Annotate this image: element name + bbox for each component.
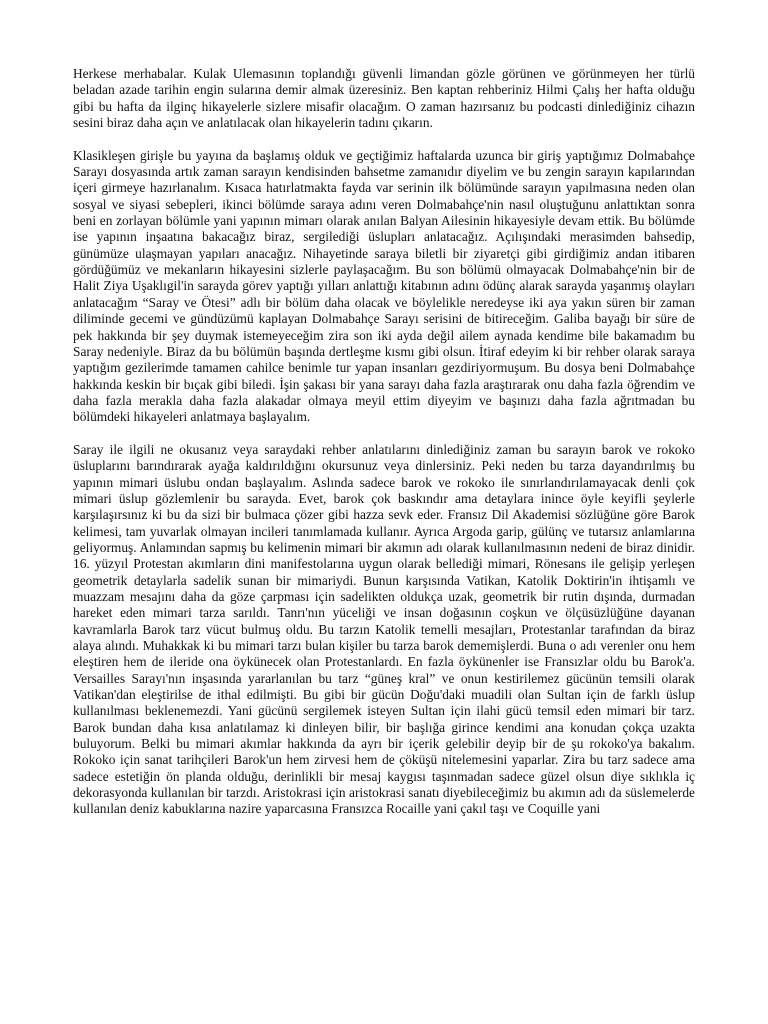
paragraph-baroque-rococo: Saray ile ilgili ne okusanız veya saraydaki rehber anlatılarını dinlediğiniz zaman bu sarayın barok ve rokoko üsluplarını barındırarak ayağa kaldırıldığını okursunuz veya dinlersiniz. Peki neden bu tarza dayandırılmış bu yapının mimari üslubu ondan başlayalım. Aslında sadece barok ve rokoko ile sınırlandırılamayacak denli çok mimari üslup gözlemlenir bu sarayda. Evet, barok çok baskındır ama detaylara inince öyle keyifli şeylerle karşılaşırsınız ki bu da sizi bir bulmaca çözer gibi hazza sevk eder. Fransız Dil Akademisi sözlüğüne göre Barok kelimesi, tam yuvarlak olmayan incileri tanımlamada kullanır. Ayrıca Argoda garip, gülünç ve tutarsız anlamlarına geliyormuş. Anlamından sapmış bu kelimenin mimari bir akımın adı olarak kullanılmasının nedeni de biraz dinidir. 16. yüzyıl Protestan akımların dini manifestolarına uygun olarak bellediği mimari, Rönesans ile gelişip yerleşen geometrik detaylarla sadelik sunan bir mimariydi. Bunun karşısında Vatikan, Katolik Doktirin'in ihtişamlı ve muazzam mesajını daha da göze çarpması için sadelikten oldukça uzak, geometrik bir rutin dışında, durmadan hareket eden mimari tarza sarıldı. Tanrı'nın yüceliği ve insan doğasının coşkun ve ölçüsüzlüğüne dayanan kavramlarla Barok tarz vücut bulmuş oldu. Bu tarzın Katolik temelli mesajları, Protestanlar tarafından da biraz alaya alındı. Muhakkak ki bu mimari tarzı bulan kişiler bu tarza barok dememişlerdi. Buna o adı verenler onu hem eleştiren hem de ileride ona öykünecek olan Protestanlardı. En fazla öykünenler ise Fransızlar oldu bu Barok'a. Versailles Sarayı'nın inşasında yararlanılan bu tarz “güneş kral” ve onun kestirilemez gücünün temsili olarak Vatikan'dan eleştirilse de ithal edilmişti. Bu gibi bir gücün Doğu'daki muadili olan Sultan için de farklı üslup kullanılması beklenemezdi. Yani gücünü sergilemek isteyen Sultan için ilahi gücü temsil eden mimari bir tarz. Barok bundan daha kısa anlatılamaz ki dinleyen bilir, bir başlığa girince kendimi ana konudan çokça uzakta buluyorum. Belki bu mimari akımlar hakkında da ayrı bir içerik gelebilir deyip bir de şu rokoko'ya bakalım. Rokoko için sanat tarihçileri Barok'un hem zirvesi hem de çöküşü nitelemesini yaparlar. Zira bu tarz sadece ama sadece estetiğin ön planda olduğu, derinlikli bir mesaj kaygısı taşınmadan sadece güzel olsun diye sıklıkla iç dekorasyonda kullanılan bir tarzdı. Aristokrasi için aristokrasi sanatı diyebileceğimiz bu akımın adı da süslemelerde kullanılan deniz kabuklarına nazire yaparcasına Fransızca Rocaille yani çakıl taşı ve Coquille yani bbox=[73, 441, 695, 817]
paragraph-series-recap: Klasikleşen girişle bu yayına da başlamış olduk ve geçtiğimiz haftalarda uzunca bir giriş yaptığımız Dolmabahçe Sarayı dosyasında artık zaman sarayın kendisinden bahsetme zamanıdır diyelim ve bu zengin sarayın kapılarından içeri girmeye hazırlanalım. Kısaca hatırlatmakta fayda var serinin ilk bölümünde sarayın yapılmasına neden olan sosyal ve siyasi sebepleri, ikinci bölümde saraya adını veren Dolmabahçe'nin nasıl oluştuğunu anlattıktan sonra beni en zorlayan bölümle yani yapının mimarı olarak anılan Balyan Ailesinin hikayesiyle devam ettik. Bu bölümde ise yapının inşaatına bakacağız biraz, sergilediği üslupları anlatacağız. Açılışındaki merasimden bahsedip, günümüze ulaşmayan yapıları anacağız. Nihayetinde saraya biletli bir ziyaretçi gibi girdiğimiz andan itibaren gördüğümüz ve mekanların hikayesini sizlerle paylaşacağım. Bu son bölümü olmayacak Dolmabahçe'nin bir de Halit Ziya Uşaklıgil'in sarayda görev yaptığı yılları anlattığı kitabının adını ödünç alarak sarayda yaşanmış olayları anlatacağım “Saray ve Ötesi” adlı bir bölüm daha olacak ve böylelikle neredeyse iki aya yakın süren bir zaman diliminde gecemi ve gündüzümü kaplayan Dolmabahçe Sarayı serisini de bitireceğim. Galiba bayağı bir süre de pek hakkında bir şey duymak istemeyeceğim zira son iki ayda değil ailem aynada kendime bile bakamadım bu Saray nedeniyle. Biraz da bu bölümün başında dertleşme kısmı gibi olsun. İtiraf edeyim ki bir rehber olarak saraya yaptığım gezilerimde tamamen cahilce benimle tur yapan insanları gezdiriyormuşum. Bu dosya beni Dolmabahçe hakkında keskin bir bıçak gibi biledi. İşin şakası bir yana sarayı daha fazla araştırarak onu daha fazla öğrendim ve daha fazla merakla daha fazla alakadar olmaya meyil ettim diyeyim ve başınızı daha fazla ağrıtmadan bu bölümdeki hikayeleri anlatmaya başlayalım. bbox=[73, 147, 695, 425]
paragraph-intro: Herkese merhabalar. Kulak Ulemasının toplandığı güvenli limandan gözle görünen ve görünmeyen her türlü beladan azade tarihin engin sularına demir almak üzeresiniz. Ben kaptan rehberiniz Hilmi Çalış her hafta olduğu gibi bu hafta da ilginç hikayelerle sizlere misafir olacağım. O zaman hazırsanız bu podcasti dinlediğiniz cihazın sesini biraz daha açın ve anlatılacak olan hikayelerin tadını çıkarın. bbox=[73, 66, 695, 131]
document-page bbox=[73, 66, 695, 818]
